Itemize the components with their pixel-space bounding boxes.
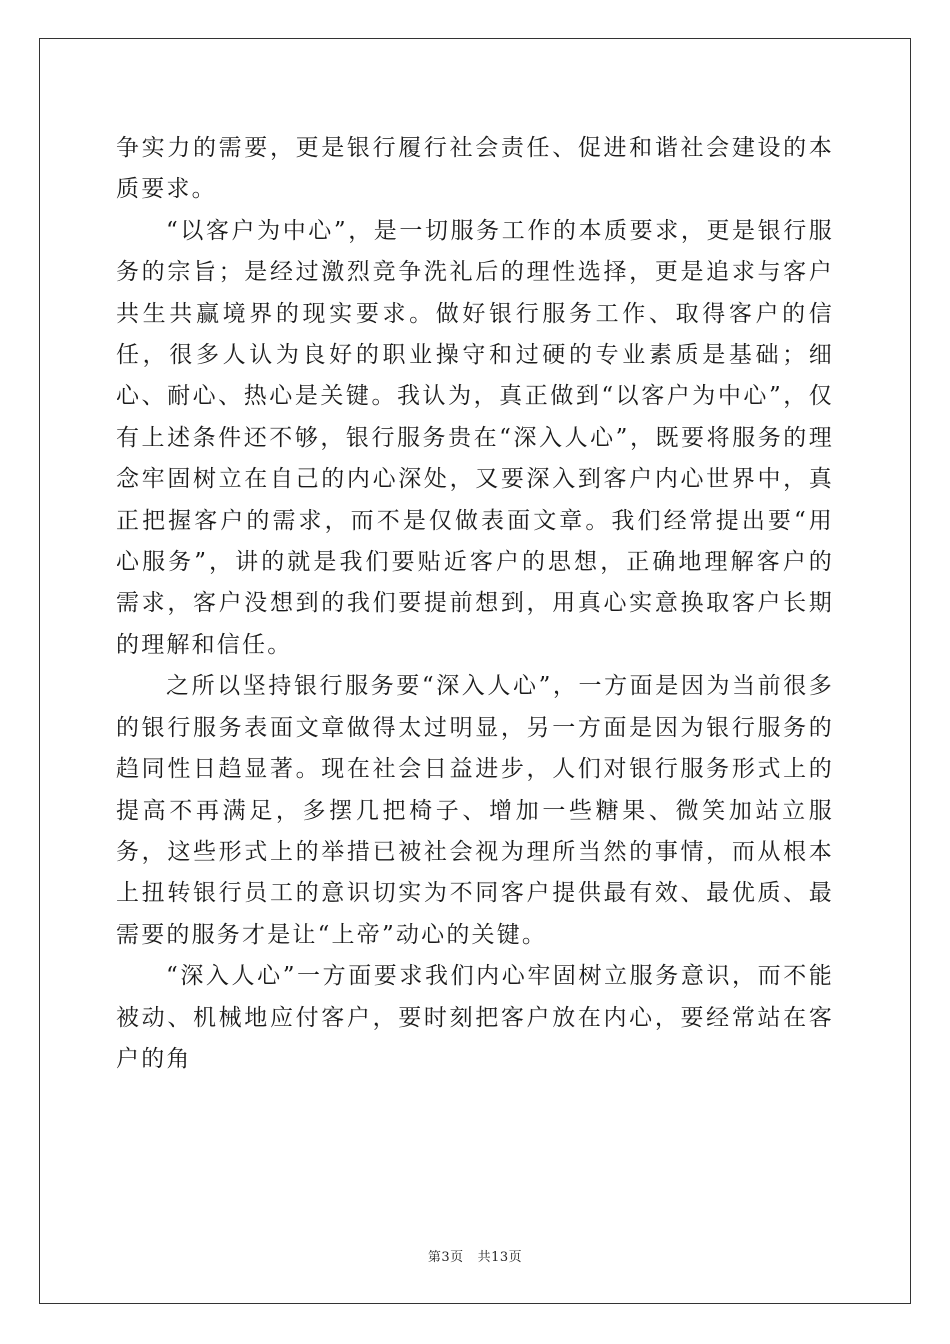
paragraph-1: 争实力的需要，更是银行履行社会责任、促进和谐社会建设的本质要求。 xyxy=(116,135,834,203)
page-footer xyxy=(0,1246,950,1265)
paragraph-4: “深入人心”一方面要求我们内心牢固树立服务意识，而不能被动、机械地应付客户，要时刻把客户放在内心，要经常站在客户的角 xyxy=(116,963,834,1072)
page-number: 第3页 xyxy=(427,1250,464,1265)
paragraph-3: 之所以坚持银行服务要“深入人心”，一方面是因为当前很多的银行服务表面文章做得太过明显，另一方面是因为银行服务的趋同性日趋显著。现在社会日益进步，人们对银行服务形式上的提高不再满足，多摆几把椅子、增加一些糖果、微笑加站立服务，这些形式上的举措已被社会视为理所当然的事情，而从根本上扭转银行员工的意识切实为不同客户提供最有效、最优质、最需要的服务才是让“上帝”动心的关键。 xyxy=(116,673,834,948)
page-total: 共13页 xyxy=(477,1250,523,1265)
paragraph-2: “以客户为中心”，是一切服务工作的本质要求，更是银行服务的宗旨；是经过激烈竞争洗礼后的理性选择，更是追求与客户共生共赢境界的现实要求。做好银行服务工作、取得客户的信任，很多人认为良好的职业操守和过硬的专业素质是基础；细心、耐心、热心是关键。我认为，真正做到“以客户为中心”，仅有上述条件还不够，银行服务贵在“深入人心”，既要将服务的理念牢固树立在自己的内心深处，又要深入到客户内心世界中，真正把握客户的需求，而不是仅做表面文章。我们经常提出要“用心服务”，讲的就是我们要贴近客户的思想，正确地理解客户的需求，客户没想到的我们要提前想到，用真心实意换取客户长期的理解和信任。 xyxy=(116,217,834,658)
document-body xyxy=(116,128,834,1080)
